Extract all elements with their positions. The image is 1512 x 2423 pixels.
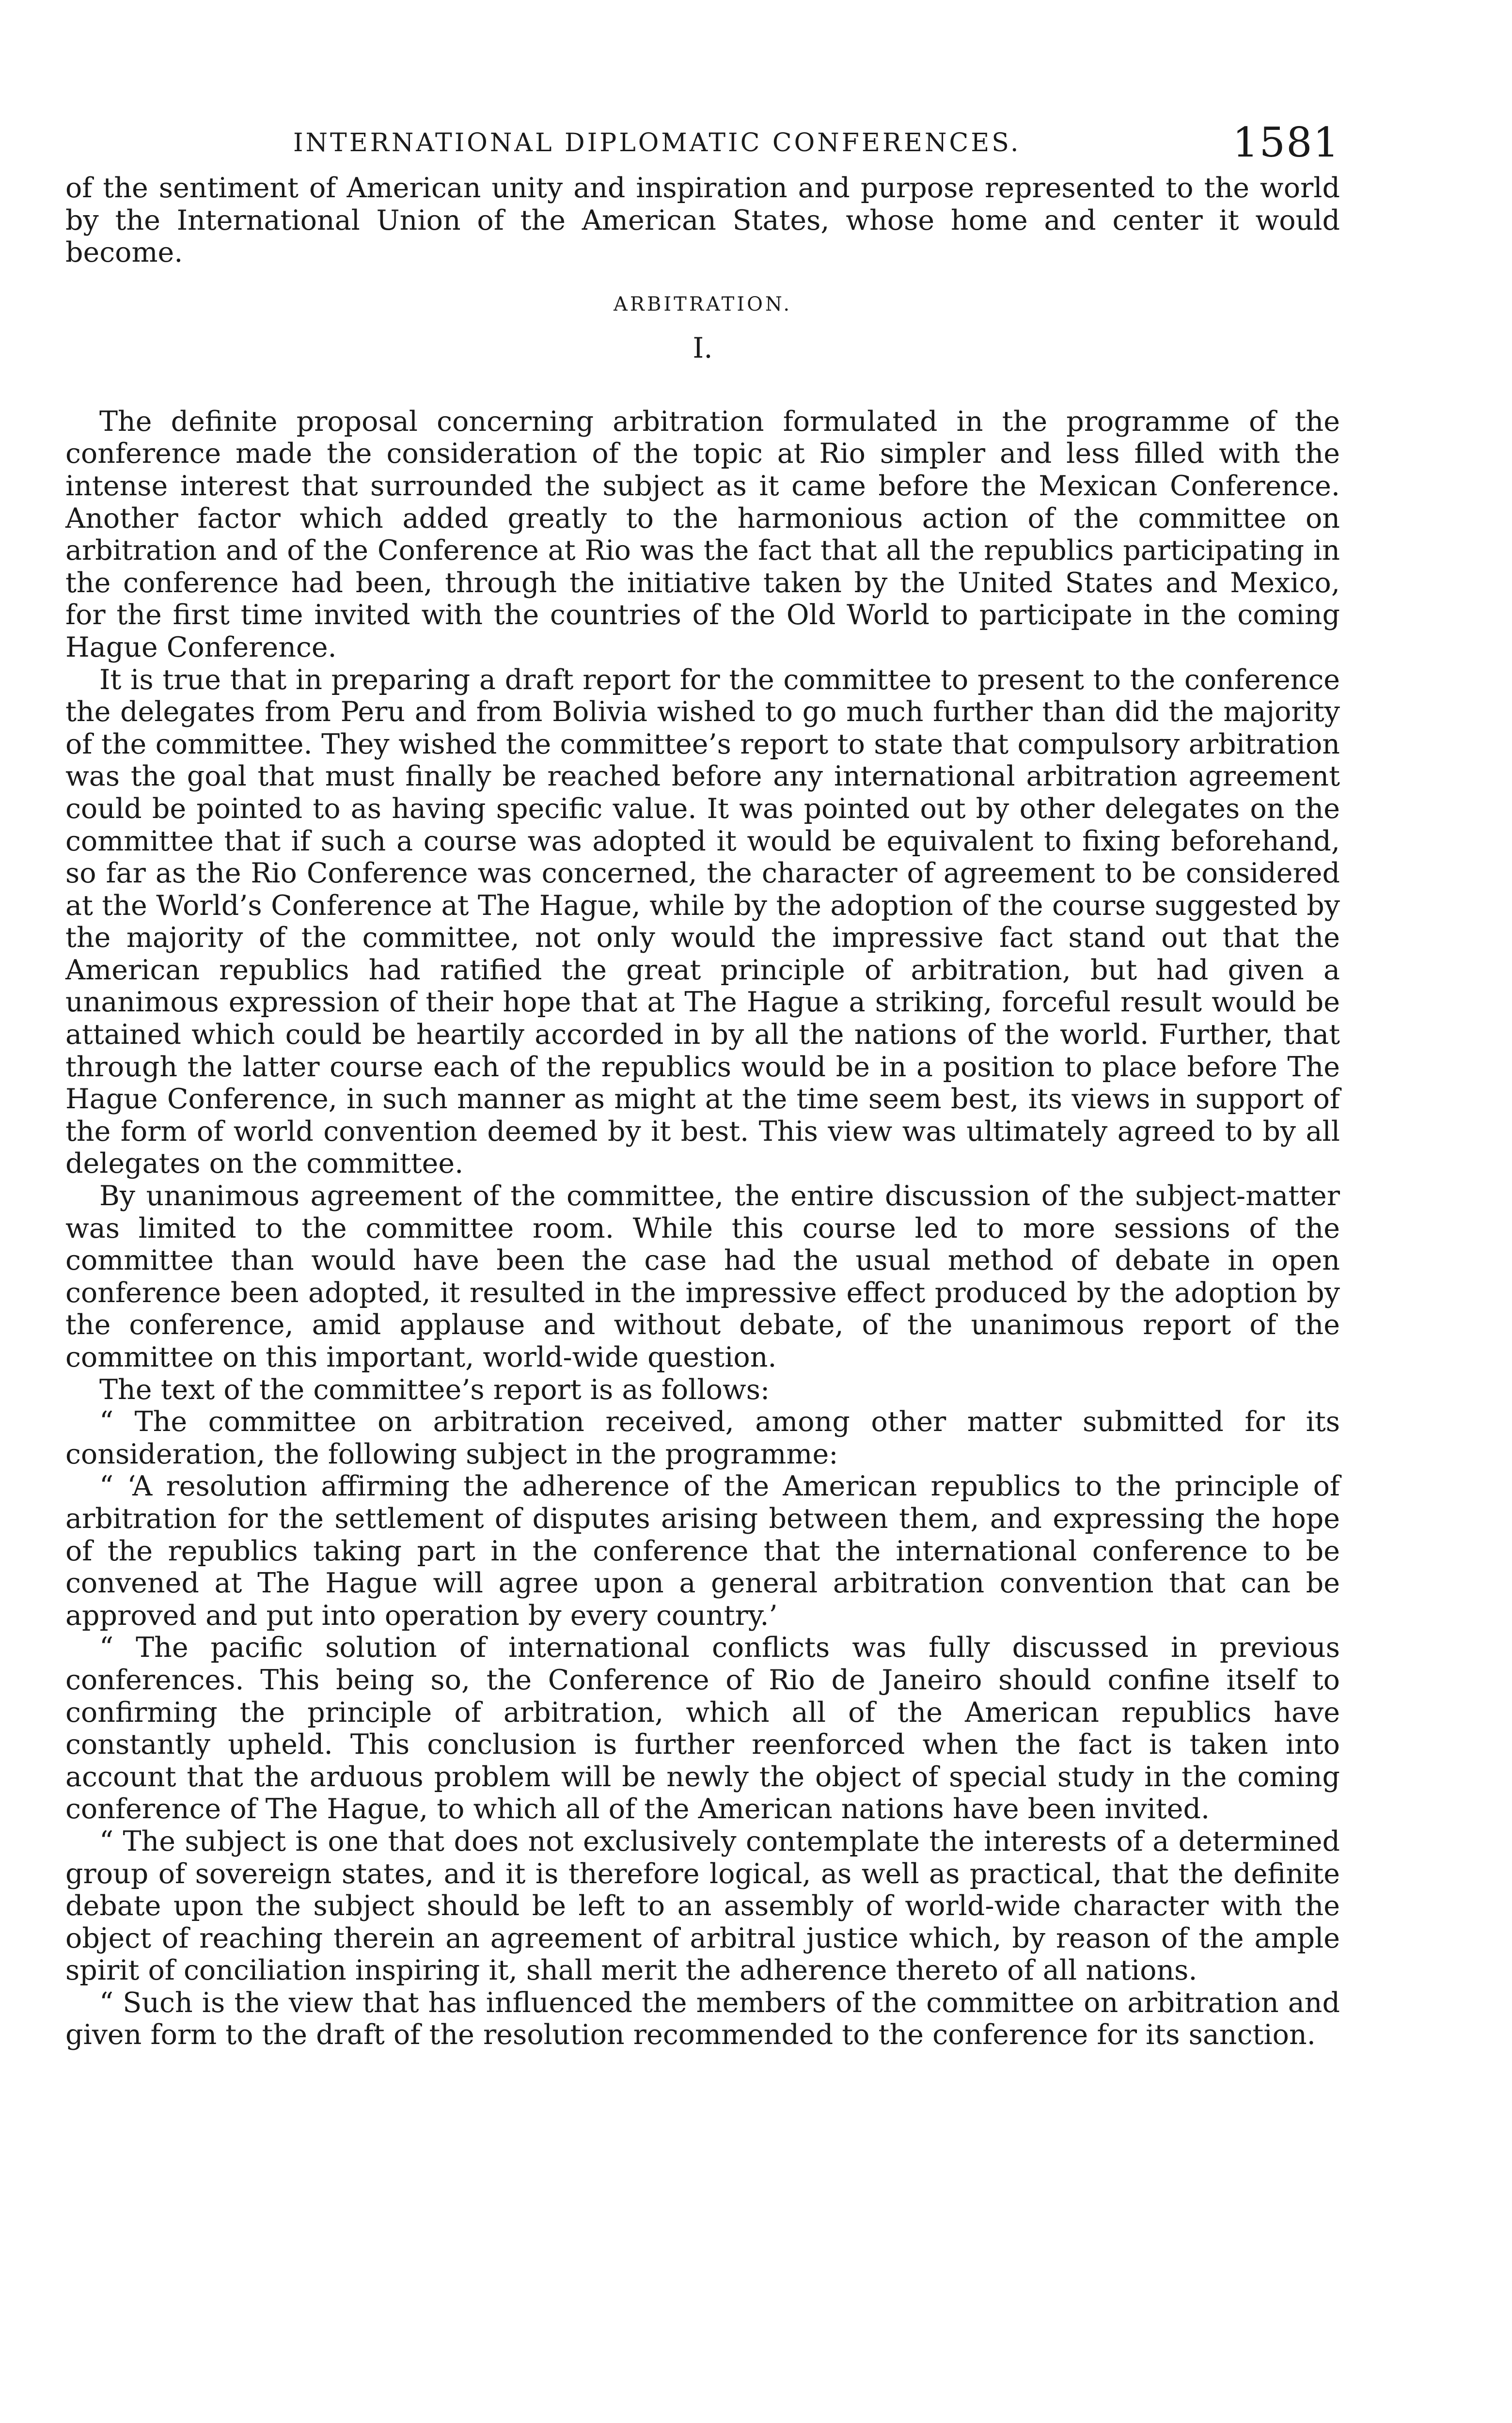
section-spacer — [65, 367, 1340, 406]
paragraph-4: The text of the committee’s report is as follows: — [99, 1373, 770, 1406]
page-number: 1581 — [1232, 119, 1340, 166]
body-text — [65, 172, 1340, 2051]
paragraph-8: “ The subject is one that does not exclusively contemplate the interests of a determined group of sovereign states, and it is therefore logical, as well as practical, that the definite debate upon the subject should be left to an assembly of world-wide character with the object of reaching therein an agreement of arbitral justice which, by reason of the ample spirit of conciliation inspiring it, shall merit the adherence thereto of all nations. — [65, 1825, 1340, 1987]
document-page — [65, 119, 1340, 2051]
running-head — [65, 119, 1340, 172]
paragraph-1: The definite proposal concerning arbitration formulated in the programme of the conference made the consideration of the topic at Rio simpler and less filled with the intense interest that surrounded the subject as it came before the Mexican Conference. Another factor which added greatly to the harmonious action of the committee on arbitration and of the Conference at Rio was the fact that all the republics participating in the conference had been, through the initiative taken by the United States and Mexico, for the first time invited with the countries of the Old World to participate in the coming Hague Conference. — [65, 405, 1340, 663]
paragraph-continued: of the sentiment of American unity and inspiration and purpose represented to the world by the International Union of the American States, whose home and center it would become. — [65, 172, 1340, 269]
paragraph-3: By unanimous agreement of the committee, the entire discussion of the subject-matter was limited to the committee room. While this course led to more sessions of the committee than would have been the case had the usual method of debate in open conference been adopted, it resulted in the impressive effect produced by the adoption by the conference, amid applause and without debate, of the unanimous report of the committee on this important, world-wide question. — [65, 1180, 1340, 1373]
section-number: I. — [693, 331, 713, 364]
running-title: INTERNATIONAL DIPLOMATIC CONFERENCES. — [293, 128, 1021, 157]
paragraph-5: “ The committee on arbitration received, among other matter submitted for its consideration, the following subject in the programme: — [65, 1406, 1340, 1470]
section-heading: ARBITRATION. — [613, 293, 792, 315]
paragraph-9: “ Such is the view that has influenced the members of the committee on arbitration and given form to the draft of the resolution recommended to the conference for its sanction. — [65, 1986, 1340, 2051]
paragraph-2: It is true that in preparing a draft report for the committee to present to the conference the delegates from Peru and from Bolivia wished to go much further than did the majority of the committee. They wished the committee’s report to state that compulsory arbitration was the goal that must finally be reached before any international arbitration agreement could be pointed to as having specific value. It was pointed out by other delegates on the committee that if such a course was adopted it would be equivalent to fixing beforehand, so far as the Rio Conference was concerned, the character of agreement to be considered at the World’s Conference at The Hague, while by the adoption of the course suggested by the majority of the committee, not only would the impressive fact stand out that the American republics had ratified the great principle of arbitration, but had given a unanimous expression of their hope that at The Hague a striking, forceful result would be attained which could be heartily accorded in by all the nations of the world. Further, that through the latter course each of the republics would be in a position to place before The Hague Conference, in such manner as might at the time seem best, its views in support of the form of world convention deemed by it best. This view was ultimately agreed to by all delegates on the committee. — [65, 663, 1340, 1180]
paragraph-7: “ The pacific solution of international conflicts was fully discussed in previous conferences. This being so, the Conference of Rio de Janeiro should confine itself to confirming the principle of arbitration, which all of the American republics have constantly upheld. This conclusion is further reenforced when the fact is taken into account that the arduous problem will be newly the object of special study in the coming conference of The Hague, to which all of the American nations have been invited. — [65, 1632, 1340, 1825]
paragraph-6: “ ‘A resolution affirming the adherence of the American republics to the principle of arbitration for the settlement of disputes arising between them, and expressing the hope of the republics taking part in the conference that the international conference to be convened at The Hague will agree upon a general arbitration convention that can be approved and put into operation by every country.’ — [65, 1470, 1340, 1632]
